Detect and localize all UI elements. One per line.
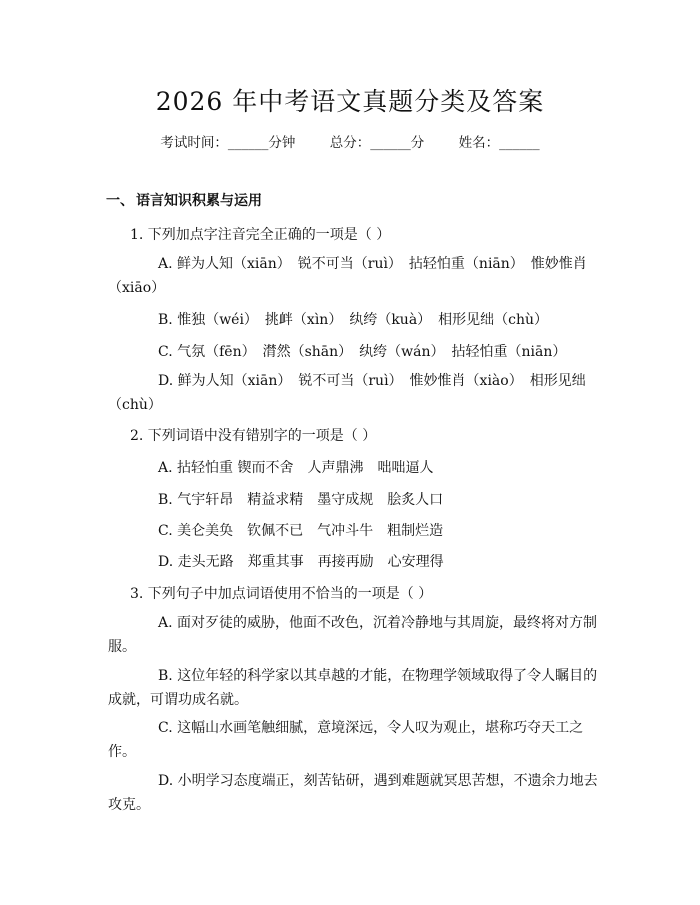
name-blank: ______ <box>499 135 540 151</box>
question-option: C. 美仑美奂 钦佩不已 气冲斗牛 粗制烂造 <box>158 523 444 539</box>
question-option: C. 这幅山水画笔触细腻，意境深远，令人叹为观止，堪称巧夺天工之 作。 <box>108 720 584 760</box>
exam-meta <box>0 131 700 151</box>
question-option: A. 拈轻怕重 锲而不舍 人声鼎沸 咄咄逼人 <box>158 460 434 476</box>
section-title: 语言知识积累与运用 <box>136 193 262 209</box>
time-blank: ______ <box>227 135 269 151</box>
question-stem: 1. 下列加点字注音完全正确的一项是（ ） <box>130 227 391 243</box>
question-option: B. 气宇轩昂 精益求精 墨守成规 脍炙人口 <box>158 492 444 508</box>
name-label: 姓名： <box>458 135 500 151</box>
question-stem: 2. 下列词语中没有错别字的一项是（ ） <box>130 428 377 444</box>
question-option: A. 面对歹徒的威胁，他面不改色，沉着冷静地与其周旋，最终将对方制 服。 <box>108 615 598 655</box>
question-option: D. 小明学习态度端正，刻苦钻研，遇到难题就冥思苦想，不遗余力地去 攻克。 <box>108 773 598 813</box>
score-label: 总分： <box>329 135 371 151</box>
question-option: A. 鲜为人知（xiān） 锐不可当（ruì） 拈轻怕重（niān） 惟妙惟肖 （xiāo） <box>108 256 587 296</box>
question-option: B. 这位年轻的科学家以其卓越的才能，在物理学领域取得了令人瞩目的 成就，可谓功成名就。 <box>108 668 598 708</box>
score-blank: ______ <box>370 135 411 151</box>
question-option: C. 气氛（fēn） 潸然（shān） 纨绔（wán） 拈轻怕重（niān） <box>158 344 567 360</box>
time-label: 考试时间： <box>160 135 228 151</box>
question-option: D. 鲜为人知（xiān） 锐不可当（ruì） 惟妙惟肖（xiào） 相形见绌 （chù） <box>108 373 586 413</box>
question-option: B. 惟独（wéi） 挑衅（xìn） 纨绔（kuà） 相形见绌（chù） <box>158 312 549 328</box>
question-option: D. 走头无路 郑重其事 再接再励 心安理得 <box>158 554 444 570</box>
section-number: 一、 <box>106 193 134 209</box>
question-stem: 3. 下列句子中加点词语使用不恰当的一项是（ ） <box>130 586 433 602</box>
page-title: 2026 年中考语文真题分类及答案 <box>155 87 545 116</box>
time-unit: 分钟 <box>268 135 296 151</box>
score-unit: 分 <box>410 135 425 151</box>
section-heading <box>106 190 262 210</box>
